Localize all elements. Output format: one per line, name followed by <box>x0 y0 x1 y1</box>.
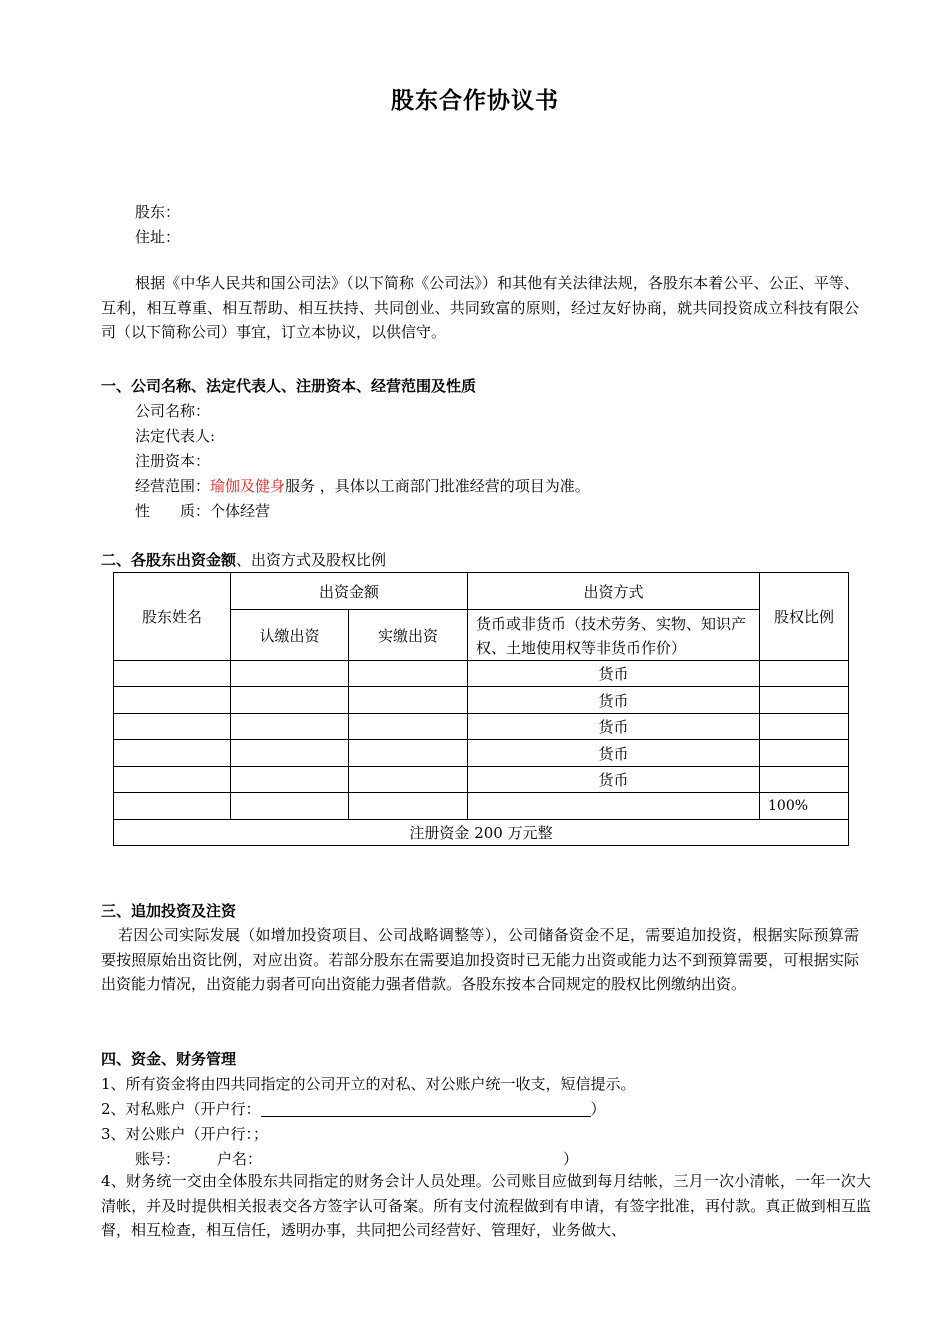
section2-heading-rest: 、出资方式及股权比例 <box>236 551 387 569</box>
scope-rest: 服务 ，具体以工商部门批准经营的项目为准。 <box>285 477 590 495</box>
nature-value: 个体经营 <box>210 502 271 520</box>
total-ratio-cell: 100% <box>760 793 849 820</box>
nature-line <box>135 502 270 520</box>
company-name-label: 公司名称： <box>135 402 211 420</box>
capital-contribution-table <box>113 572 849 846</box>
registered-capital-footer: 注册资金 200 万元整 <box>114 820 849 846</box>
section4-heading: 四、资金、财务管理 <box>101 1050 237 1068</box>
method-cell: 货币 <box>468 661 760 687</box>
account-holder-label: 户名： <box>217 1150 263 1168</box>
ratio-cell <box>760 687 849 714</box>
method-cell: 货币 <box>468 767 760 793</box>
section1-heading: 一、公司名称、法定代表人、注册资本、经营范围及性质 <box>101 377 477 395</box>
table-row <box>114 714 849 740</box>
private-account-prefix: 2、对私账户（开户行： <box>101 1100 261 1118</box>
nature-label: 性 质： <box>135 502 211 520</box>
method-cell: 货币 <box>468 687 760 714</box>
finance-item-4: 4、财务统一交由全体股东共同指定的财务会计人员处理。公司账目应做到每月结帐，三月一次小清帐，一年一次大清帐，并及时提供相关报表交各方签字认可备案。所有支付流程做到有申请，有签字批准，再付款。真正做到相互监督，相互检查，相互信任，透明办事，共同把公司经营好、管理好，业务做大、 <box>101 1172 871 1239</box>
account-number-label: 账号： <box>135 1150 181 1168</box>
header-ratio: 股权比例 <box>760 573 849 661</box>
header-amount: 出资金额 <box>231 573 468 610</box>
table-row <box>114 767 849 793</box>
registered-capital-label: 注册资本： <box>135 452 211 470</box>
document-title: 股东合作协议书 <box>391 88 559 114</box>
finance-item-2 <box>101 1100 606 1118</box>
legal-rep-label: 法定代表人: <box>135 427 216 445</box>
section3-heading: 三、追加投资及注资 <box>101 902 237 920</box>
table-row <box>114 687 849 714</box>
table-row <box>114 740 849 767</box>
section2-heading-bold: 二、各股东出资金额 <box>101 551 237 569</box>
account-close-paren: ） <box>563 1150 579 1168</box>
finance-item-3: 3、对公账户（开户行：； <box>101 1125 269 1143</box>
business-scope-line <box>135 477 590 495</box>
ratio-cell <box>760 714 849 740</box>
ratio-cell <box>760 767 849 793</box>
ratio-cell <box>760 661 849 687</box>
method-cell: 货币 <box>468 740 760 767</box>
table-row <box>114 661 849 687</box>
header-method-detail: 货币或非货币（技术劳务、实物、知识产权、土地使用权等非货币作价） <box>468 610 760 661</box>
preamble-paragraph: 根据《中华人民共和国公司法》（以下简称《公司法》）和其他有关法律法规，各股东本着公平、公正、平等、互利，相互尊重、相互帮助、相互扶持、共同创业、共同致富的原则，经过友好协商，就共同投资成立科技有限公司（以下简称公司）事宜，订立本协议，以供信守。 <box>101 274 859 341</box>
header-paid: 实缴出资 <box>349 610 468 661</box>
header-shareholder-name: 股东姓名 <box>114 573 231 661</box>
section3-paragraph: 若因公司实际发展（如增加投资项目、公司战略调整等），公司储备资金不足，需要追加投资，根据实际预算需要按照原始出资比例，对应出资。若部分股东在需要追加投资时已无能力出资或能力达不到预算需要，可根据实际出资能力情况，出资能力弱者可向出资能力强者借款。各股东按本合同规定的股权比例缴纳出资。 <box>101 926 859 993</box>
scope-highlight: 瑜伽及健身 <box>210 477 286 495</box>
ratio-cell <box>760 740 849 767</box>
bank-blank-line <box>261 1101 591 1117</box>
scope-label: 经营范围： <box>135 477 211 495</box>
section2-heading <box>101 551 386 569</box>
shareholder-label: 股东： <box>135 203 181 221</box>
table-total-row <box>114 793 849 820</box>
private-account-suffix: ） <box>590 1100 606 1118</box>
method-cell: 货币 <box>468 714 760 740</box>
header-subscribed: 认缴出资 <box>231 610 349 661</box>
address-label: 住址： <box>135 228 181 246</box>
finance-item-1: 1、所有资金将由四共同指定的公司开立的对私、对公账户统一收支，短信提示。 <box>101 1075 636 1093</box>
header-method: 出资方式 <box>468 573 760 610</box>
